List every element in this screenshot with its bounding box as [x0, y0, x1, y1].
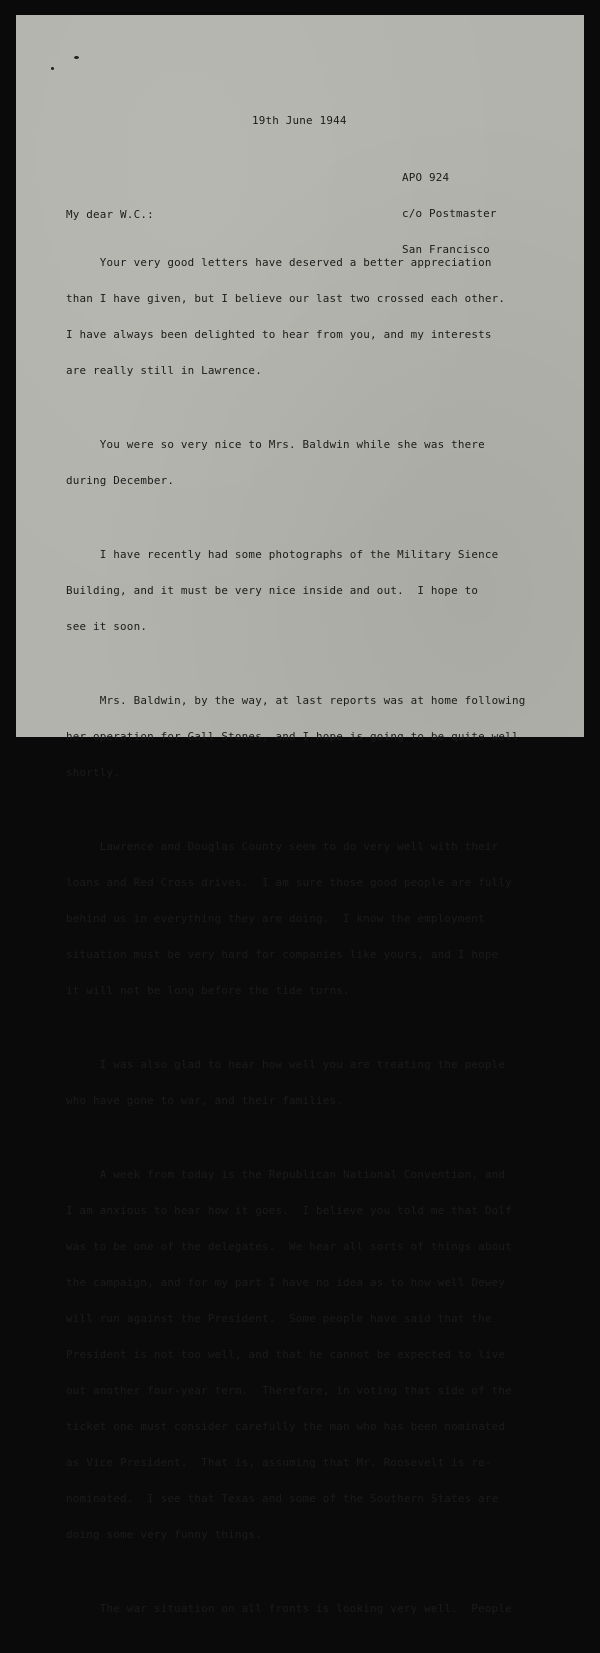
paragraph	[66, 817, 576, 1021]
text-line: Mrs. Baldwin, by the way, at last reports was at home following	[66, 694, 526, 707]
text-line: ticket one must consider carefully the man who has been nominated	[66, 1420, 506, 1433]
text-line: was to be one of the delegates. We hear all sorts of things about	[66, 1240, 512, 1253]
salutation: My dear W.C.:	[66, 208, 154, 221]
address-line: APO 924	[402, 171, 450, 184]
paragraph	[66, 415, 576, 511]
text-line: A week from today is the Republican National Convention, and	[66, 1168, 506, 1181]
text-line: are really still in Lawrence.	[66, 364, 262, 377]
paragraph	[66, 671, 576, 803]
letter-page	[16, 15, 584, 1615]
text-line: I am anxious to hear how it goes. I believe you told me that Dolf	[66, 1204, 512, 1217]
text-line: Building, and it must be very nice inside and out. I hope to	[66, 584, 479, 597]
text-line: who have gone to war, and their families.	[66, 1094, 344, 1107]
text-line: doing some very funny things.	[66, 1528, 262, 1541]
text-line: Your very good letters have deserved a better appreciation	[66, 256, 492, 269]
text-line: situation must be very hard for companies like yours, and I hope	[66, 948, 499, 961]
text-line: Lawrence and Douglas County seem to do very well with their	[66, 840, 499, 853]
text-line: see it soon.	[66, 620, 148, 633]
paragraph	[66, 1035, 576, 1131]
letter-body	[66, 233, 576, 1653]
text-line: I have always been delighted to hear from you, and my interests	[66, 328, 492, 341]
text-line: nominated. I see that Texas and some of the Southern States are	[66, 1492, 499, 1505]
ink-speck	[51, 67, 54, 70]
text-line: it will not be long before the tide turns.	[66, 984, 350, 997]
paragraph	[66, 233, 576, 401]
paragraph	[66, 1145, 576, 1565]
text-line: the campaign, and for my part I have no idea as to how well Dewey	[66, 1276, 506, 1289]
address-line: San Francisco	[402, 243, 490, 256]
text-line: The war situation on all fronts is looking very well. People	[66, 1602, 512, 1615]
text-line: during December.	[66, 474, 175, 487]
letter-date: 19th June 1944	[252, 114, 347, 127]
text-line: You were so very nice to Mrs. Baldwin while she was there	[66, 438, 485, 451]
text-line: as Vice President. That is, assuming that Mr. Roosevelt is re-	[66, 1456, 492, 1469]
text-line: I was also glad to hear how well you are treating the people	[66, 1058, 506, 1071]
paragraph	[66, 525, 576, 657]
text-line: will run against the President. Some people have said that the	[66, 1312, 492, 1325]
text-line: loans and Red Cross drives. I am sure those good people are fully	[66, 876, 512, 889]
text-line: than I have given, but I believe our last two crossed each other.	[66, 292, 506, 305]
address-line: c/o Postmaster	[402, 207, 497, 220]
text-line: President is not too well, and that he cannot be expected to live	[66, 1348, 506, 1361]
text-line: shortly.	[66, 766, 121, 779]
text-line: behind us in everything they are doing. I know the employment	[66, 912, 485, 925]
text-line: I have recently had some photographs of the Military Sience	[66, 548, 499, 561]
text-line: out another four-year term. Therefore, in voting that side of the	[66, 1384, 512, 1397]
text-line: her operation for Gall Stones, and I hope is going to be quite well	[66, 730, 519, 743]
ink-speck	[74, 56, 79, 59]
paragraph	[66, 1579, 576, 1639]
